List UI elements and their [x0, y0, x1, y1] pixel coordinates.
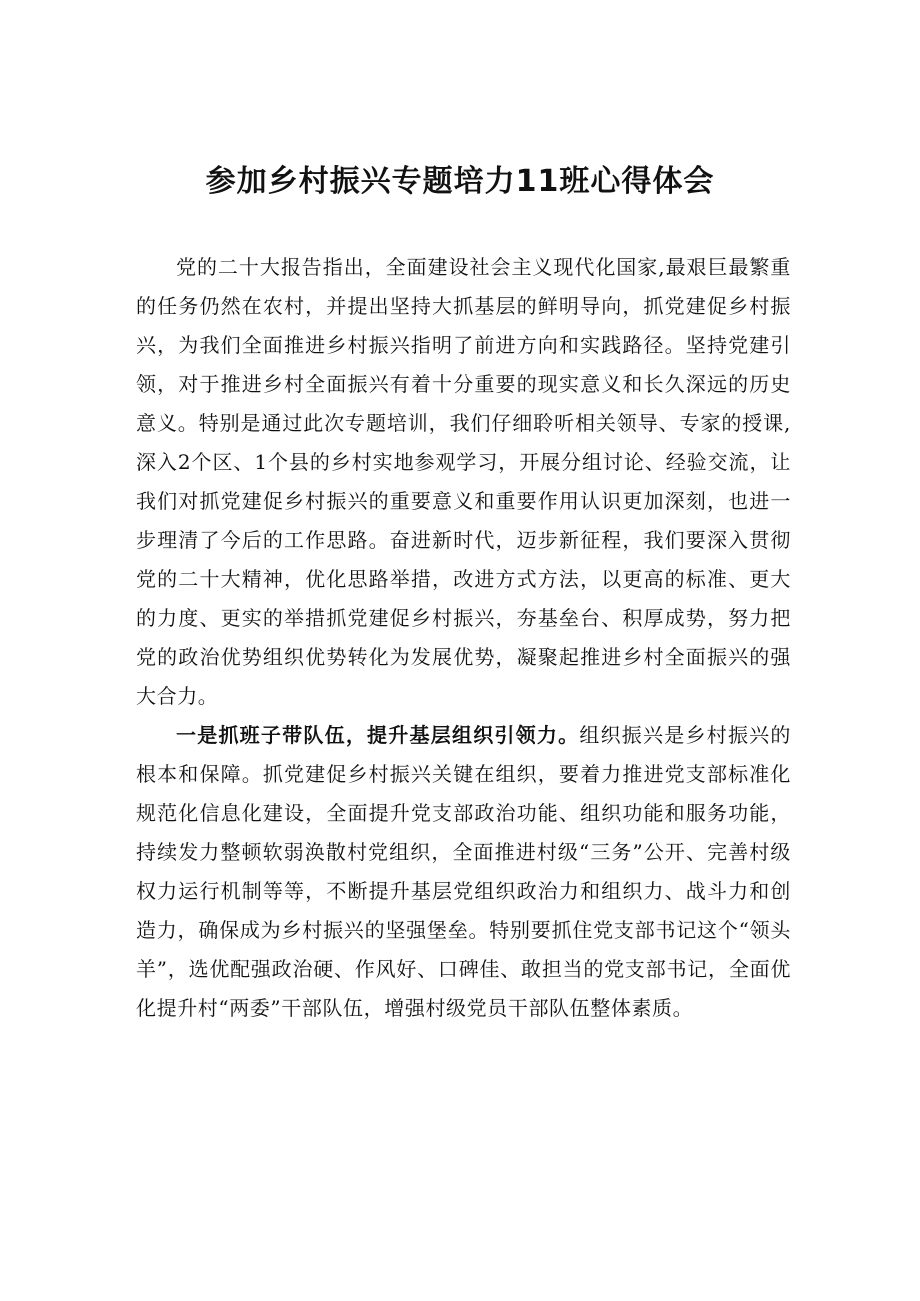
paragraph-intro — [136, 248, 791, 716]
document-body — [136, 248, 791, 1028]
paragraph-text: 党的二十大报告指出，全面建设社会主义现代化国家,最艰巨最繁重的任务仍然在农村，并提出坚持大抓基层的鲜明导向，抓党建促乡村振兴，为我们全面推进乡村振兴指明了前进方向和实践路径。坚持党建引领，对于推进乡村全面振兴有着十分重要的现实意义和长久深远的历史意义。特别是通过此次专题培训，我们仔细聆听相关领导、专家的授课,深入2个区、1个县的乡村实地参观学习，开展分组讨论、经验交流，让我们对抓党建促乡村振兴的重要意义和重要作用认识更加深刻，也进一步理清了今后的工作思路。奋进新时代，迈步新征程，我们要深入贯彻党的二十大精神，优化思路举措，改进方式方法，以更高的标准、更大的力度、更实的举措抓党建促乡村振兴，夯基垒台、积厚成势，努力把党的政治优势组织优势转化为发展优势，凝聚起推进乡村全面振兴的强大合力。 — [136, 255, 791, 708]
paragraph-point-one — [136, 716, 791, 1028]
paragraph-text: 组织振兴是乡村振兴的根本和保障。抓党建促乡村振兴关键在组织，要着力推进党支部标准化规范化信息化建设，全面提升党支部政治功能、组织功能和服务功能，持续发力整顿软弱涣散村党组织，全面推进村级“三务”公开、完善村级权力运行机制等等，不断提升基层党组织政治力和组织力、战斗力和创造力，确保成为乡村振兴的坚强堡垒。特别要抓住党支部书记这个“领头羊”，选优配强政治硬、作风好、口碑佳、敢担当的党支部书记，全面优化提升村“两委”干部队伍，增强村级党员干部队伍整体素质。 — [136, 723, 791, 1020]
document-title: 参加乡村振兴专题培力11班心得体会 — [205, 164, 715, 199]
paragraph-lead: 一是抓班子带队伍，提升基层组织引领力。 — [176, 723, 580, 747]
